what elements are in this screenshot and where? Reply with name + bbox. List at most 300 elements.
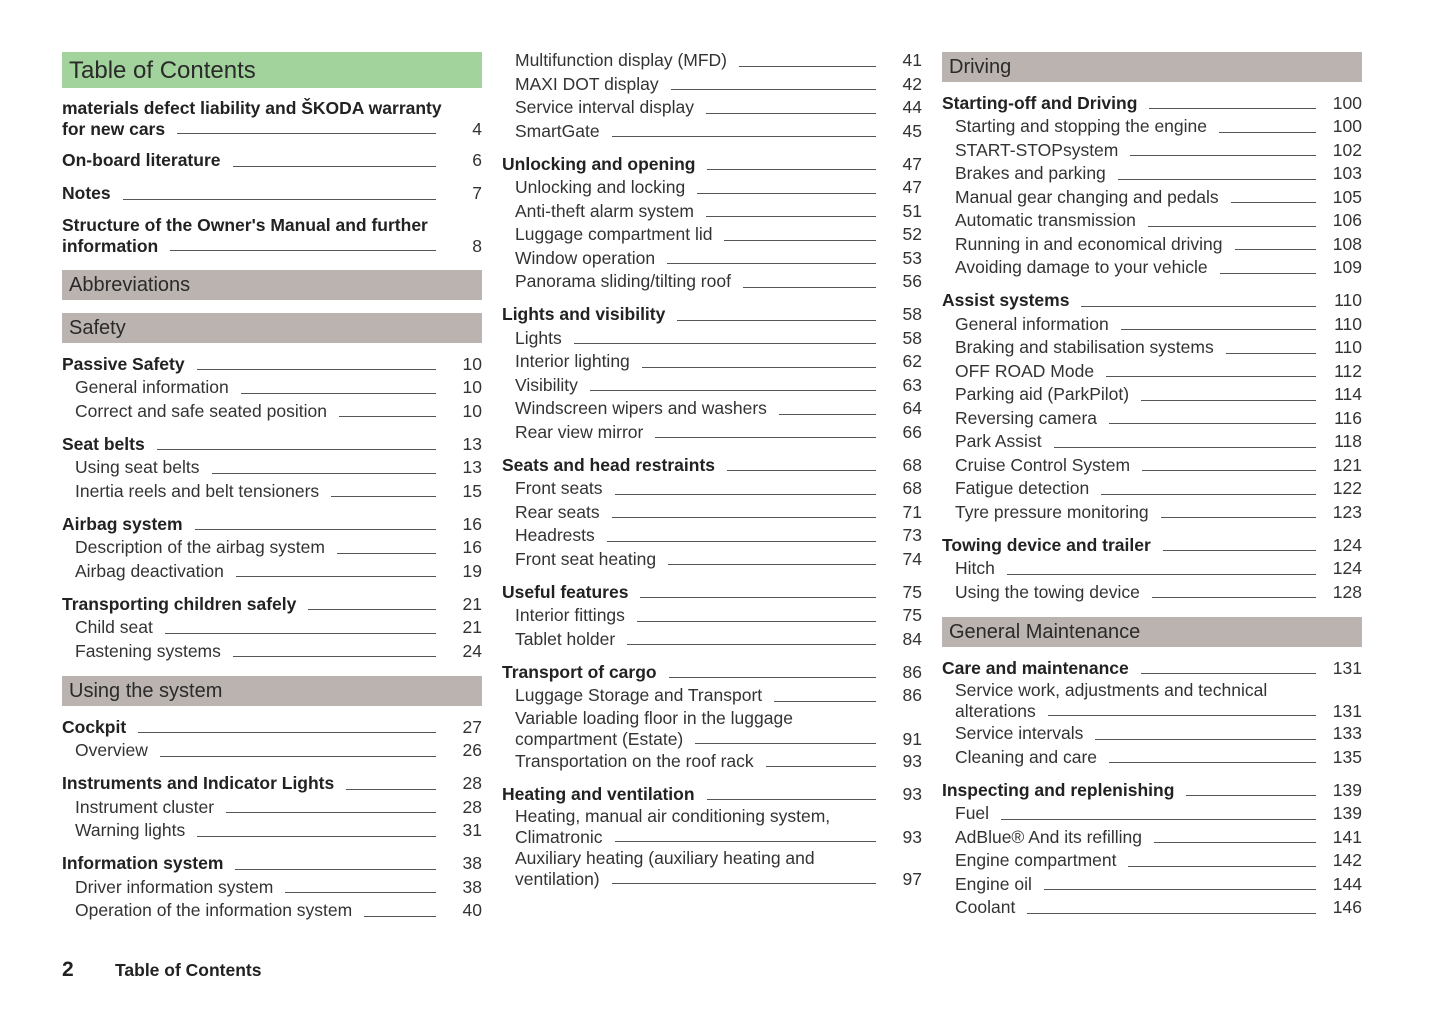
page-number: 15 — [462, 480, 482, 501]
leader-line — [637, 621, 876, 622]
page-number: 73 — [902, 525, 922, 545]
entry-row — [955, 557, 1362, 581]
page-number: 114 — [1334, 384, 1362, 404]
entry-title: Windscreen wipers and washers — [515, 398, 767, 418]
entry-title: Notes — [62, 183, 111, 203]
entry-title: OFF ROAD Mode — [955, 360, 1095, 381]
page-number: 44 — [902, 97, 922, 117]
toc-subentry-link[interactable] — [62, 739, 482, 763]
entry-title: Brakes and parking — [955, 163, 1106, 183]
page-number: 7 — [472, 183, 482, 203]
entry-row — [515, 327, 922, 351]
toc-group — [502, 49, 922, 143]
toc-chapter-link[interactable] — [62, 353, 482, 377]
toc-subentry-link[interactable] — [502, 548, 922, 572]
toc-subentry-link[interactable] — [502, 374, 922, 398]
toc-chapter-link[interactable] — [502, 783, 922, 807]
page-number: 93 — [902, 783, 922, 804]
leader-line — [308, 609, 436, 610]
toc-subentry-link[interactable] — [502, 223, 922, 247]
toc-chapter-link[interactable] — [502, 153, 922, 177]
entry-title: Rear seats — [515, 501, 600, 522]
entry-row — [62, 852, 482, 876]
entry-title: Hitch — [955, 558, 995, 578]
leader-line — [233, 656, 436, 657]
page-number: 122 — [1332, 478, 1362, 498]
toc-subentry-link[interactable] — [942, 313, 1362, 337]
entry-title: Panorama sliding/tilting roof — [515, 271, 731, 291]
toc-subentry-link[interactable] — [942, 383, 1362, 407]
toc-subentry-link[interactable] — [502, 397, 922, 421]
toc-subentry-link[interactable] — [502, 73, 922, 97]
toc-subentry-link[interactable] — [942, 802, 1362, 826]
toc-group — [62, 215, 482, 257]
entry-row — [515, 374, 922, 398]
toc-subentry-link[interactable] — [62, 876, 482, 900]
entry-title: On-board literature — [62, 150, 221, 170]
leader-line — [1141, 673, 1316, 674]
toc-subentry-link[interactable] — [502, 120, 922, 144]
leader-line — [1109, 762, 1316, 763]
entry-title: Information system — [62, 853, 224, 873]
leader-line — [233, 166, 437, 167]
entry-title-line: Heating, manual air conditioning system, — [515, 806, 831, 826]
entry-row — [942, 92, 1362, 116]
toc-group — [502, 153, 922, 294]
toc-subentry-link[interactable] — [942, 115, 1362, 139]
entry-row — [515, 350, 922, 374]
entry-title: Operation of the information system — [75, 900, 353, 920]
toc-subentry-link[interactable] — [942, 826, 1362, 850]
leader-line — [212, 473, 436, 474]
page-number: 10 — [462, 377, 482, 397]
toc-chapter-link[interactable] — [502, 303, 922, 327]
entry-row — [955, 826, 1362, 850]
entry-title: ventilation) — [515, 869, 600, 889]
toc-subentry-link[interactable] — [502, 49, 922, 73]
toc-subentry-link[interactable] — [502, 501, 922, 525]
entry-row — [942, 289, 1362, 313]
leader-line — [707, 169, 876, 170]
toc-subentry-link[interactable] — [502, 176, 922, 200]
toc-chapter-link[interactable] — [942, 534, 1362, 558]
toc-subentry-link[interactable] — [942, 139, 1362, 163]
leader-line — [1128, 866, 1316, 867]
leader-line — [774, 701, 876, 702]
page-number: 4 — [472, 118, 482, 139]
toc-group — [942, 657, 1362, 770]
toc-subentry-link[interactable] — [502, 708, 922, 750]
toc-subentry-link[interactable] — [942, 233, 1362, 257]
entry-row — [955, 115, 1362, 139]
leader-line — [241, 393, 436, 394]
entry-title: Parking aid (ParkPilot) — [955, 384, 1130, 404]
entry-title: Engine compartment — [955, 850, 1117, 870]
page-number: 123 — [1332, 501, 1362, 522]
toc-group — [942, 92, 1362, 280]
entry-title: Front seats — [515, 478, 603, 498]
toc-group — [62, 98, 482, 140]
toc-subentry-link[interactable] — [502, 270, 922, 294]
entry-title: Luggage Storage and Transport — [515, 685, 763, 705]
section-heading: Abbreviations — [62, 270, 482, 300]
entry-row — [515, 270, 922, 294]
toc-chapter-link[interactable] — [942, 289, 1362, 313]
toc-subentry-link[interactable] — [62, 560, 482, 584]
entry-title: Transporting children safely — [62, 593, 297, 614]
toc-subentry-link[interactable] — [942, 407, 1362, 431]
entry-row — [75, 536, 482, 560]
page-number: 52 — [902, 224, 922, 244]
leader-line — [1130, 155, 1316, 156]
toc-subentry-link[interactable] — [62, 400, 482, 424]
entry-title: Seats and head restraints — [502, 454, 715, 475]
toc-subentry-link[interactable] — [62, 640, 482, 664]
entry-row — [955, 430, 1362, 454]
toc-subentry-link[interactable] — [502, 750, 922, 774]
toc-subentry-link[interactable] — [942, 454, 1362, 478]
leader-line — [197, 369, 436, 370]
entry-row — [502, 454, 922, 478]
page-number: 27 — [462, 716, 482, 737]
entry-row — [955, 501, 1362, 525]
entry-title: Cockpit — [62, 716, 127, 737]
leader-line — [1220, 273, 1316, 274]
toc-group — [62, 716, 482, 763]
entry-row — [955, 849, 1362, 873]
leader-line — [195, 529, 436, 530]
toc-chapter-link[interactable] — [942, 92, 1362, 116]
page-number: 10 — [462, 400, 482, 421]
entry-title: Tablet holder — [515, 628, 616, 649]
page-number: 100 — [1332, 92, 1362, 113]
page-number: 116 — [1334, 407, 1362, 428]
leader-line — [1149, 108, 1316, 109]
page-number: 8 — [472, 236, 482, 256]
toc-subentry-link[interactable] — [502, 421, 922, 445]
toc-subentry-link[interactable] — [62, 616, 482, 640]
toc-subentry-link[interactable] — [942, 873, 1362, 897]
leader-line — [1219, 132, 1316, 133]
toc-group — [62, 353, 482, 424]
leader-line — [1226, 353, 1316, 354]
page-number: 121 — [1332, 454, 1362, 475]
entry-title: Using the towing device — [955, 581, 1140, 602]
leader-line — [1109, 423, 1316, 424]
leader-line — [339, 416, 436, 417]
entry-row — [62, 236, 482, 257]
entry-row — [515, 604, 922, 628]
entry-row — [955, 873, 1362, 897]
entry-title: Window operation — [515, 247, 656, 268]
entry-title: Engine oil — [955, 873, 1032, 894]
toc-group — [62, 149, 482, 173]
toc-subentry-link[interactable] — [942, 680, 1362, 722]
toc-subentry-link[interactable] — [942, 256, 1362, 280]
toc-subentry-link[interactable] — [502, 477, 922, 501]
toc-subentry-link[interactable] — [502, 628, 922, 652]
toc-group — [502, 783, 922, 891]
leader-line — [677, 320, 876, 321]
entry-title: Reversing camera — [955, 407, 1097, 428]
entry-title: Unlocking and locking — [515, 177, 686, 197]
page-number: 38 — [462, 853, 482, 873]
toc-subentry-link[interactable] — [942, 477, 1362, 501]
toc-subentry-link[interactable] — [502, 350, 922, 374]
toc-chapter-link[interactable] — [62, 513, 482, 537]
entry-title: Instruments and Indicator Lights — [62, 773, 335, 793]
toc-subentry-link[interactable] — [942, 162, 1362, 186]
entry-title: Instrument cluster — [75, 796, 215, 817]
toc-subentry-link[interactable] — [502, 327, 922, 351]
entry-row — [955, 407, 1362, 431]
entry-title: Coolant — [955, 897, 1016, 917]
toc-subentry-link[interactable] — [942, 746, 1362, 770]
page-number: 106 — [1332, 210, 1362, 230]
leader-line — [640, 597, 876, 598]
entry-row — [515, 200, 922, 224]
toc-subentry-link[interactable] — [62, 796, 482, 820]
toc-group — [62, 852, 482, 923]
leader-line — [615, 494, 876, 495]
section-heading: Table of Contents — [62, 52, 482, 88]
toc-chapter-link[interactable] — [62, 852, 482, 876]
page-number: 47 — [902, 177, 922, 197]
entry-title: Lights and visibility — [502, 304, 666, 324]
entry-row — [515, 397, 922, 421]
entry-title: Fastening systems — [75, 640, 221, 661]
entry-title: Warning lights — [75, 820, 186, 840]
entry-row — [515, 176, 922, 200]
entry-title: Towing device and trailer — [942, 534, 1151, 555]
page-number: 24 — [462, 640, 482, 661]
page-number: 58 — [902, 304, 922, 324]
entry-title: compartment (Estate) — [515, 728, 684, 749]
page-number: 13 — [462, 457, 482, 477]
toc-subentry-link[interactable] — [502, 806, 922, 848]
toc-subentry-link[interactable] — [942, 581, 1362, 605]
leader-line — [1121, 329, 1316, 330]
entry-title-line: Service work, adjustments and technical — [955, 680, 1268, 700]
section-heading: Driving — [942, 52, 1362, 82]
toc-chapter-link[interactable] — [62, 149, 482, 173]
page-number: 139 — [1332, 779, 1362, 800]
entry-title: Using seat belts — [75, 457, 200, 477]
page-number: 56 — [902, 271, 922, 291]
entry-title: Anti-theft alarm system — [515, 200, 694, 221]
toc-subentry-link[interactable] — [62, 376, 482, 400]
entry-row — [515, 73, 922, 97]
leader-line — [615, 841, 876, 842]
entry-row — [515, 548, 922, 572]
page-number: 42 — [902, 73, 922, 94]
toc-subentry-link[interactable] — [502, 684, 922, 708]
entry-row — [955, 313, 1362, 337]
page-number: 100 — [1332, 116, 1362, 136]
leader-line — [1007, 574, 1316, 575]
entry-title: Lights — [515, 327, 562, 348]
entry-title: Climatronic — [515, 827, 603, 847]
toc-chapter-link[interactable] — [62, 716, 482, 740]
leader-line — [165, 633, 436, 634]
toc-subentry-link[interactable] — [942, 722, 1362, 746]
leader-line — [695, 743, 876, 744]
entry-row — [955, 336, 1362, 360]
page-number: 38 — [462, 876, 482, 897]
entry-row — [75, 456, 482, 480]
entry-row — [62, 353, 482, 377]
toc-subentry-link[interactable] — [62, 536, 482, 560]
entry-title: SmartGate — [515, 120, 600, 141]
entry-title-line: Auxiliary heating (auxiliary heating and — [515, 848, 815, 868]
page-number: 131 — [1332, 701, 1362, 721]
toc-subentry-link[interactable] — [942, 896, 1362, 920]
toc-subentry-link[interactable] — [62, 819, 482, 843]
page-number: 62 — [902, 351, 922, 371]
page-number: 51 — [902, 200, 922, 221]
leader-line — [667, 263, 876, 264]
toc-chapter-link[interactable] — [62, 182, 482, 206]
leader-line — [1106, 376, 1316, 377]
toc-chapter-link[interactable] — [62, 215, 482, 257]
toc-subentry-link[interactable] — [62, 899, 482, 923]
leader-line — [1154, 842, 1316, 843]
entry-row — [502, 661, 922, 685]
entry-title: Correct and safe seated position — [75, 400, 327, 421]
toc-group — [502, 303, 922, 444]
entry-row — [955, 802, 1362, 826]
page-number: 2 — [62, 958, 74, 981]
entry-title: General information — [955, 313, 1109, 334]
leader-line — [1081, 306, 1316, 307]
page-number: 97 — [902, 869, 922, 889]
toc-chapter-link[interactable] — [502, 454, 922, 478]
toc-subentry-link[interactable] — [942, 557, 1362, 581]
leader-line — [766, 766, 876, 767]
entry-title: Cruise Control System — [955, 454, 1131, 475]
entry-row — [75, 480, 482, 504]
page-number: 135 — [1332, 746, 1362, 767]
toc-subentry-link[interactable] — [502, 848, 922, 890]
toc-column-3 — [942, 52, 1362, 920]
leader-line — [574, 343, 876, 344]
toc-subentry-link[interactable] — [62, 456, 482, 480]
toc-subentry-link[interactable] — [502, 524, 922, 548]
entry-title: General information — [75, 377, 229, 397]
leader-line — [1142, 470, 1316, 471]
entry-title: Driver information system — [75, 876, 274, 897]
page-number: 21 — [462, 593, 482, 614]
entry-title-line: Variable loading floor in the luggage — [515, 707, 793, 728]
entry-row — [955, 477, 1362, 501]
entry-row — [955, 746, 1362, 770]
toc-chapter-link[interactable] — [502, 661, 922, 685]
toc-subentry-link[interactable] — [942, 360, 1362, 384]
entry-title: Visibility — [515, 374, 578, 395]
entry-title: AdBlue® And its refilling — [955, 826, 1143, 847]
toc-subentry-link[interactable] — [502, 247, 922, 271]
toc-subentry-link[interactable] — [502, 604, 922, 628]
toc-group — [62, 772, 482, 843]
toc-group — [942, 779, 1362, 920]
page-number: 10 — [462, 353, 482, 374]
page-number: 142 — [1332, 850, 1362, 870]
toc-chapter-link[interactable] — [942, 657, 1362, 681]
page-number: 144 — [1332, 873, 1362, 894]
page-number: 102 — [1332, 139, 1362, 160]
entry-row — [515, 684, 922, 708]
toc-subentry-link[interactable] — [942, 430, 1362, 454]
page-number: 6 — [472, 150, 482, 170]
leader-line — [1101, 494, 1316, 495]
toc-chapter-link[interactable] — [62, 98, 482, 140]
toc-chapter-link[interactable] — [62, 433, 482, 457]
entry-row — [955, 701, 1362, 722]
toc-chapter-link[interactable] — [502, 581, 922, 605]
entry-row — [515, 477, 922, 501]
toc-subentry-link[interactable] — [942, 186, 1362, 210]
toc-chapter-link[interactable] — [942, 779, 1362, 803]
toc-subentry-link[interactable] — [502, 96, 922, 120]
leader-line — [590, 390, 876, 391]
page-number: 47 — [902, 153, 922, 174]
toc-subentry-link[interactable] — [942, 336, 1362, 360]
toc-chapter-link[interactable] — [62, 593, 482, 617]
entry-row — [955, 162, 1362, 186]
entry-title: Rear view mirror — [515, 421, 644, 442]
entry-row — [955, 722, 1362, 746]
entry-title: Transportation on the roof rack — [515, 750, 754, 771]
leader-line — [285, 892, 436, 893]
toc-subentry-link[interactable] — [942, 501, 1362, 525]
section-heading: Using the system — [62, 676, 482, 706]
entry-row — [955, 383, 1362, 407]
entry-title: Seat belts — [62, 433, 145, 454]
entry-row — [515, 750, 922, 774]
entry-title: Braking and stabilisation systems — [955, 337, 1214, 357]
page-number: 124 — [1332, 534, 1362, 555]
leader-line — [1095, 739, 1316, 740]
leader-line — [706, 216, 876, 217]
leader-line — [236, 576, 436, 577]
entry-row — [62, 772, 482, 796]
entry-title: Running in and economical driving — [955, 233, 1223, 254]
page-number: 146 — [1332, 897, 1362, 917]
entry-row — [75, 796, 482, 820]
page-number: 28 — [462, 773, 482, 793]
toc-subentry-link[interactable] — [942, 849, 1362, 873]
toc-subentry-link[interactable] — [62, 480, 482, 504]
entry-title: Airbag deactivation — [75, 560, 224, 581]
leader-line — [346, 789, 436, 790]
entry-row — [75, 819, 482, 843]
entry-row — [515, 729, 922, 750]
toc-subentry-link[interactable] — [502, 200, 922, 224]
page-number: 103 — [1332, 163, 1362, 183]
toc-chapter-link[interactable] — [62, 772, 482, 796]
leader-line — [706, 113, 876, 114]
entry-title: Luggage compartment lid — [515, 224, 713, 244]
page-number: 105 — [1332, 186, 1362, 207]
entry-row — [62, 433, 482, 457]
entry-row — [515, 96, 922, 120]
entry-row — [515, 827, 922, 848]
entry-row — [955, 454, 1362, 478]
entry-row — [955, 896, 1362, 920]
entry-title: Useful features — [502, 581, 629, 602]
entry-row — [62, 513, 482, 537]
toc-subentry-link[interactable] — [942, 209, 1362, 233]
